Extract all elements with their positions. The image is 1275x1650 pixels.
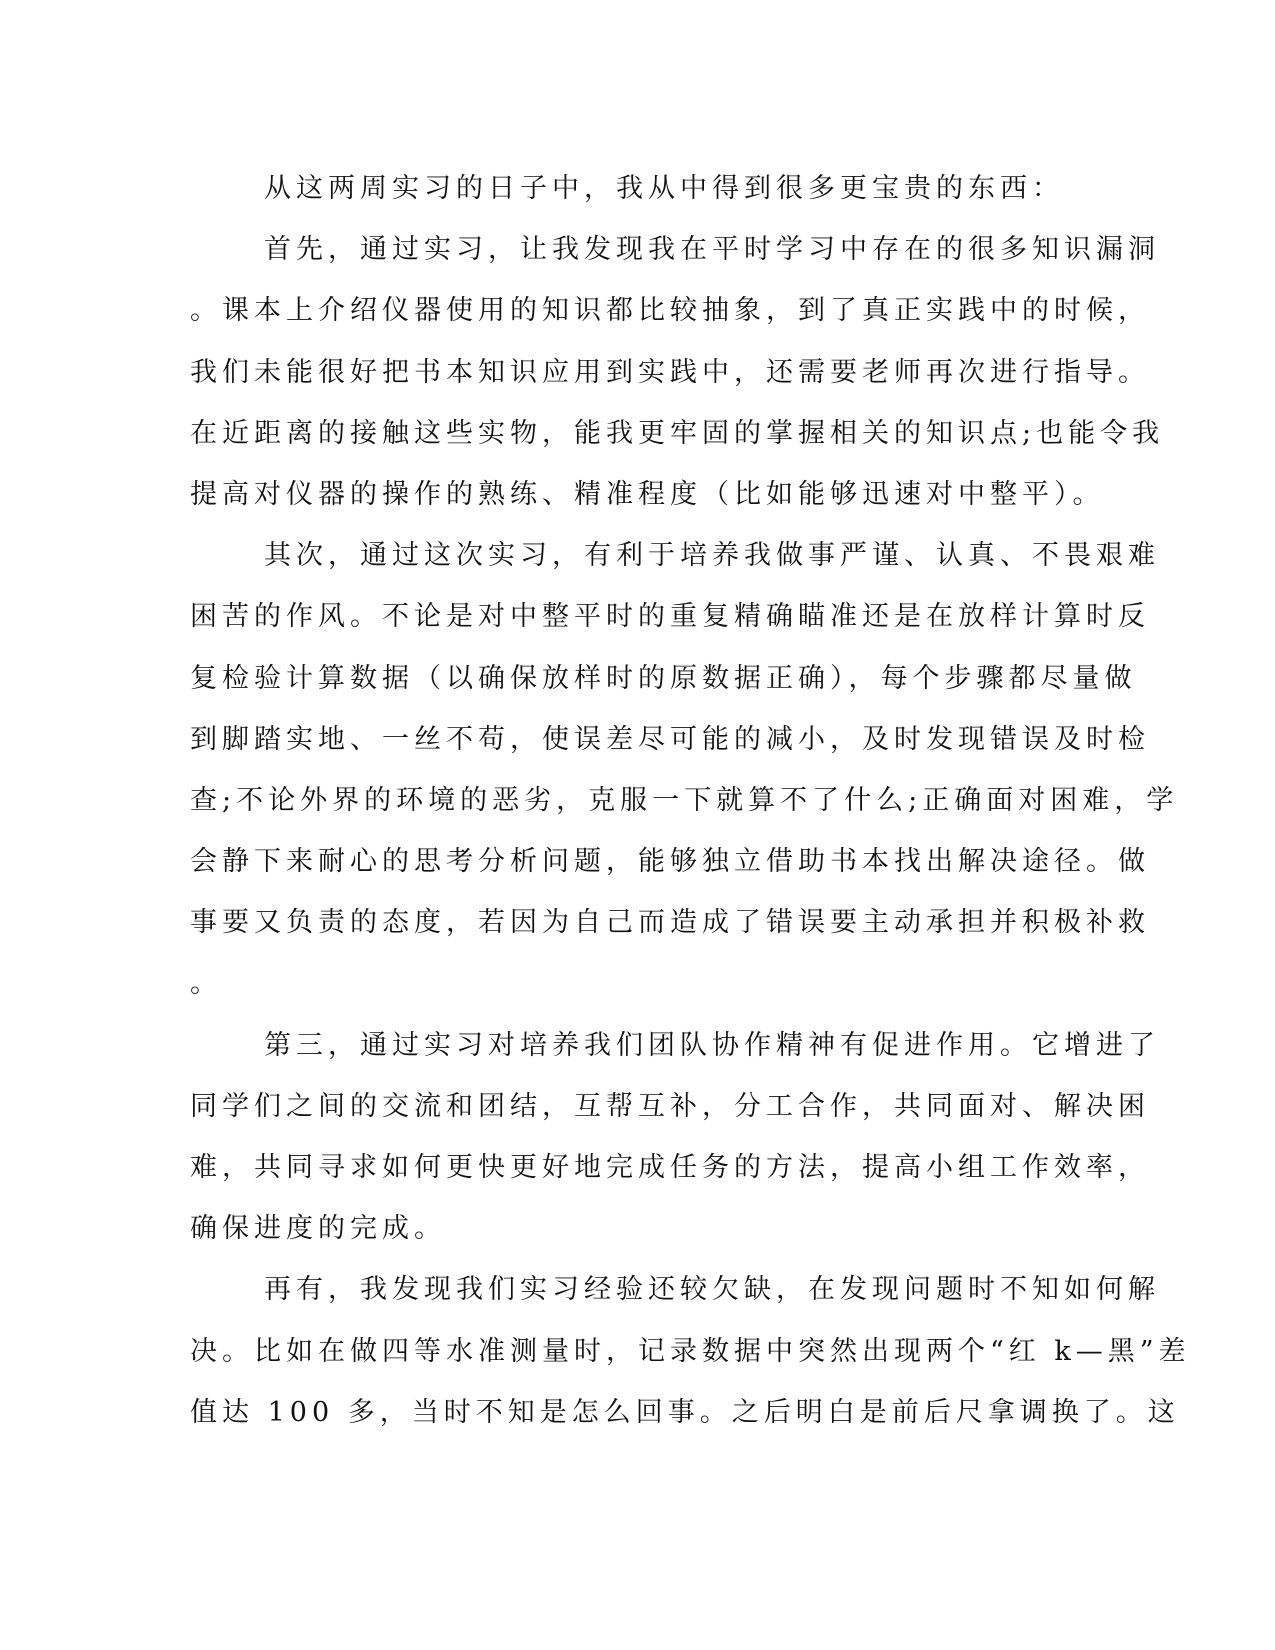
- text-line: 首先，通过实习，让我发现我在平时学习中存在的很多知识漏洞: [264, 234, 1160, 266]
- text-line: 决。比如在做四等水准测量时，记录数据中突然出现两个“红 k—黑”差: [190, 1335, 1191, 1367]
- text-line: 我们未能很好把书本知识应用到实践中，还需要老师再次进行指导。: [190, 356, 1150, 388]
- text-line: 从这两周实习的日子中，我从中得到很多更宝贵的东西：: [264, 173, 1064, 204]
- text-line: 提高对仪器的操作的熟练、精准程度（比如能够迅速对中整平）。: [190, 478, 1105, 510]
- text-line: 。: [190, 968, 222, 1000]
- text-line: 再有，我发现我们实习经验还较欠缺，在发现问题时不知如何解: [264, 1274, 1160, 1306]
- text-line: 复检验计算数据（以确保放样时的原数据正确），每个步骤都尽量做: [190, 662, 1137, 694]
- text-line: 会静下来耐心的思考分析问题，能够独立借助书本找出解决途径。做: [190, 846, 1150, 878]
- text-line: 困苦的作风。不论是对中整平时的重复精确瞄准还是在放样计算时反: [190, 601, 1150, 633]
- text-line: 第三，通过实习对培养我们团队协作精神有促进作用。它增进了: [264, 1029, 1160, 1061]
- text-line: 值达 100 多，当时不知是怎么回事。之后明白是前后尺拿调换了。这: [190, 1396, 1180, 1428]
- text-line: 查;不论外界的环境的恶劣，克服一下就算不了什么;正确面对困难，学: [190, 784, 1179, 816]
- text-line: 其次，通过这次实习，有利于培养我做事严谨、认真、不畏艰难: [264, 540, 1160, 572]
- text-line: 在近距离的接触这些实物，能我更牢固的掌握相关的知识点;也能令我: [190, 417, 1165, 449]
- text-line: 确保进度的完成。: [190, 1213, 446, 1245]
- text-line: 事要又负责的态度，若因为自己而造成了错误要主动承担并积极补救: [190, 907, 1150, 939]
- body-text: [190, 158, 1191, 1443]
- text-line: 。课本上介绍仪器使用的知识都比较抽象，到了真正实践中的时候，: [190, 295, 1150, 327]
- text-line: 难，共同寻求如何更快更好地完成任务的方法，提高小组工作效率，: [190, 1152, 1150, 1183]
- text-line: 同学们之间的交流和团结，互帮互补，分工合作，共同面对、解决困: [190, 1090, 1150, 1122]
- text-line: 到脚踏实地、一丝不苟，使误差尽可能的减小，及时发现错误及时检: [190, 723, 1150, 755]
